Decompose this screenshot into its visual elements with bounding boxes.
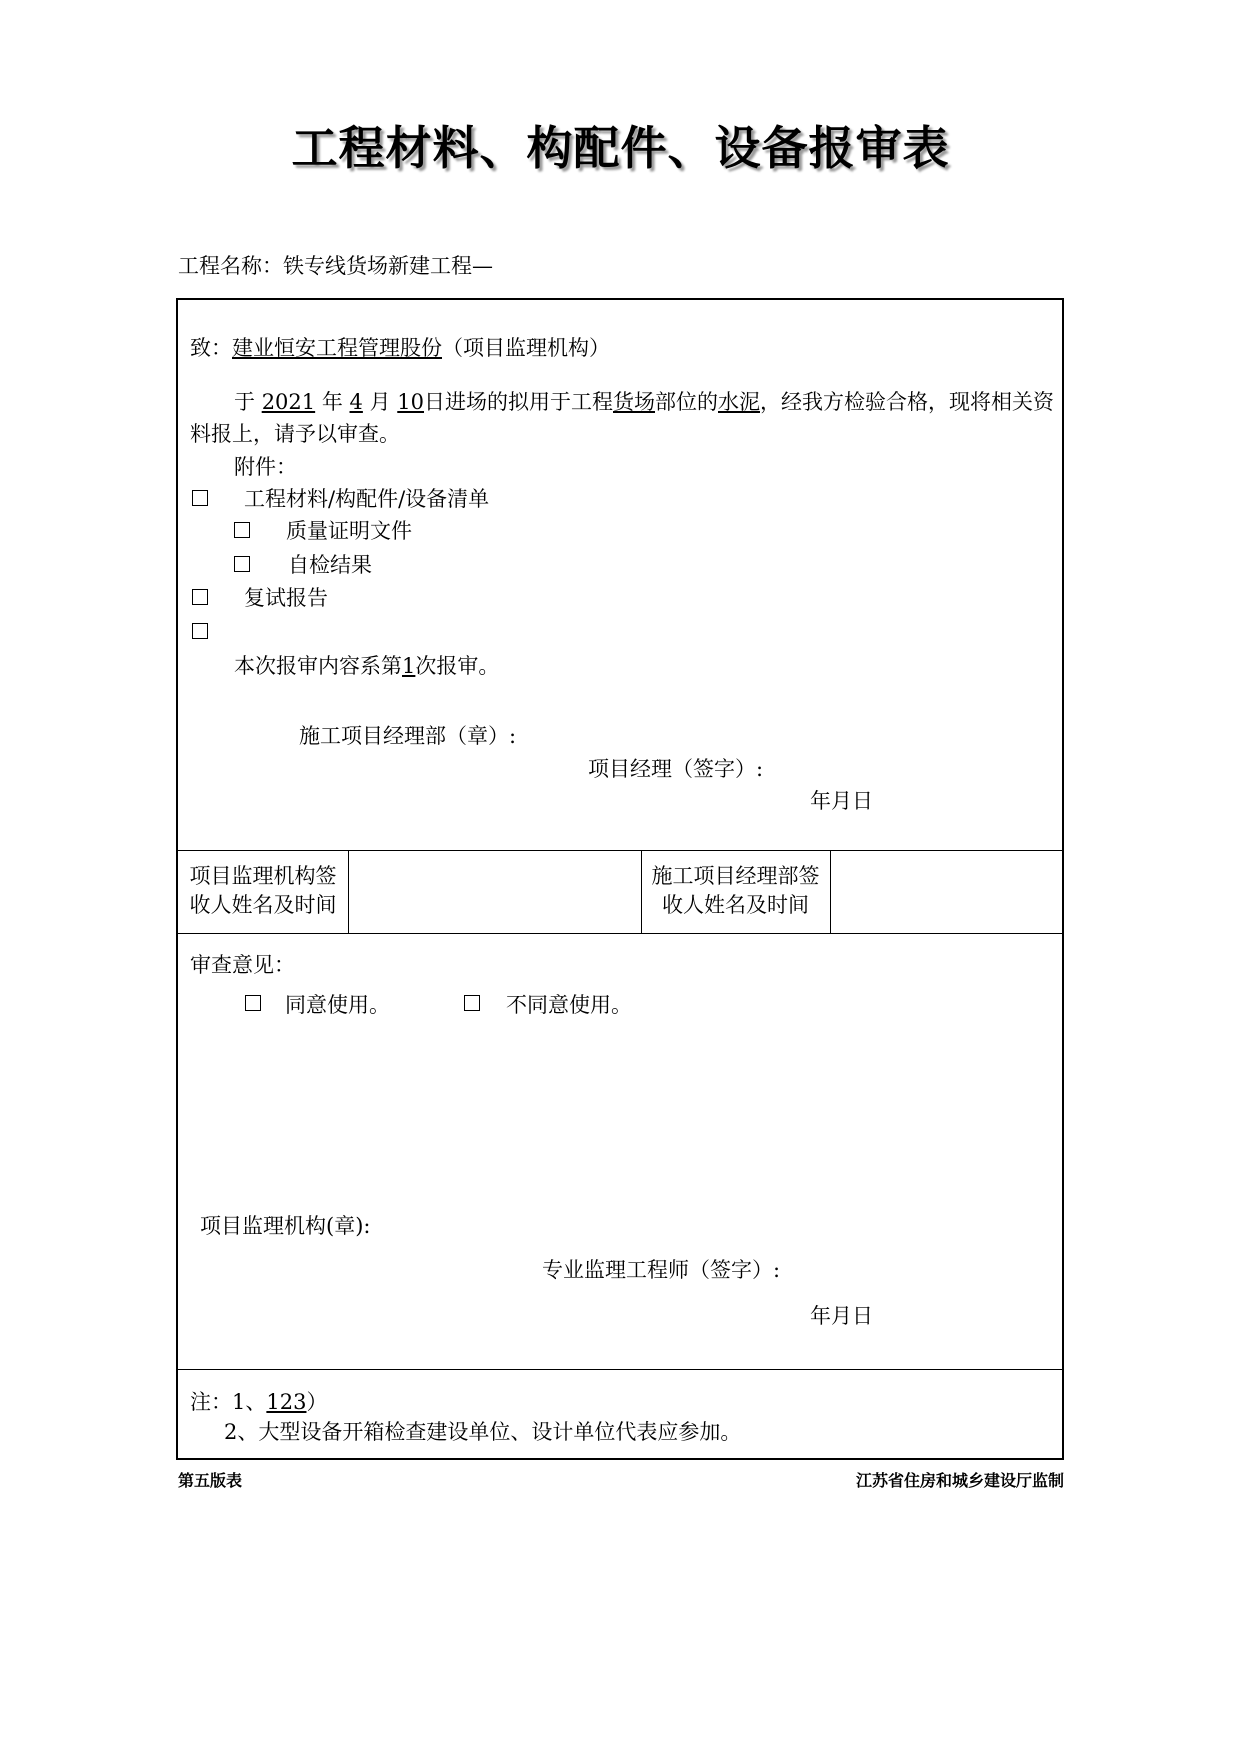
project-name-line <box>178 250 493 280</box>
body-prefix: 于 <box>234 390 255 414</box>
project-name: 铁专线货场新建工程— <box>283 254 493 278</box>
divider <box>830 850 831 933</box>
attachment-5-checkbox[interactable] <box>192 623 208 639</box>
body-text-1: 日进场的拟用于工程 <box>424 390 613 414</box>
note-1-text: 123 <box>266 1390 307 1414</box>
note-1-suffix: ） <box>306 1390 328 1414</box>
supervisor-receipt-label-line-1: 项目监理机构签 <box>189 864 337 888</box>
submission-count-line <box>234 650 499 680</box>
submission-suffix: 次报审。 <box>415 654 500 678</box>
attachment-3-checkbox[interactable] <box>234 556 250 572</box>
contractor-receipt-label-line-1: 施工项目经理部签 <box>651 864 820 888</box>
entry-month: 4 <box>349 390 363 414</box>
contractor-receipt-field[interactable] <box>832 852 1062 932</box>
work-location: 货场 <box>613 390 655 414</box>
submission-count: 1 <box>402 654 416 678</box>
divider <box>178 933 1062 934</box>
project-manager-sign: 项目经理（签字）: <box>588 757 764 781</box>
addressee-line <box>190 332 610 362</box>
disagree-checkbox[interactable] <box>464 995 480 1011</box>
body-line-2: 料报上，请予以审查。 <box>190 422 400 446</box>
engineer-sign: 专业监理工程师（签字）: <box>542 1258 781 1282</box>
note-1 <box>190 1386 327 1416</box>
issuing-authority: 江苏省住房和城乡建设厅监制 <box>855 1471 1064 1490</box>
note-1-prefix: 注：1、 <box>190 1390 267 1414</box>
attachment-3-label: 自检结果 <box>288 553 372 577</box>
submission-prefix: 本次报审内容系第 <box>234 654 402 678</box>
body-text-3: ，经我方检验合格，现将相关资 <box>760 390 1054 414</box>
divider <box>178 1369 1062 1370</box>
form-version: 第五版表 <box>178 1471 243 1490</box>
form-table <box>176 298 1064 1460</box>
material-name: 水泥 <box>718 390 760 414</box>
review-label: 审查意见： <box>190 953 295 977</box>
year-unit: 年 <box>321 390 343 414</box>
month-unit: 月 <box>369 390 391 414</box>
attachment-4-label: 复试报告 <box>244 586 328 610</box>
contractor-receipt-label <box>641 862 830 920</box>
entry-year: 2021 <box>261 390 316 414</box>
attachment-2-label: 质量证明文件 <box>286 519 412 543</box>
supervisor-org-seal: 项目监理机构(章): <box>200 1214 371 1238</box>
attachment-4-checkbox[interactable] <box>192 589 208 605</box>
contractor-sign-date: 年月日 <box>810 789 873 813</box>
supervisor-unit: 建业恒安工程管理股份 <box>232 336 442 360</box>
supervisor-receipt-label <box>178 862 348 920</box>
agree-checkbox[interactable] <box>245 995 261 1011</box>
page-title: 工程材料、构配件、设备报审表 <box>291 121 950 175</box>
to-label: 致： <box>190 336 232 360</box>
attachments-label: 附件： <box>234 455 297 479</box>
supervisor-receipt-label-line-2: 收人姓名及时间 <box>189 893 337 917</box>
contractor-receipt-label-line-2: 收人姓名及时间 <box>662 893 809 917</box>
divider <box>348 850 349 933</box>
body-text-2: 部位的 <box>655 390 718 414</box>
entry-day: 10 <box>397 390 424 414</box>
supervisor-suffix: （项目监理机构） <box>442 336 610 360</box>
divider <box>178 850 1062 851</box>
disagree-label: 不同意使用。 <box>506 993 632 1017</box>
contractor-dept-seal: 施工项目经理部（章）: <box>299 724 517 748</box>
attachment-2-checkbox[interactable] <box>234 522 250 538</box>
supervisor-receipt-field[interactable] <box>350 852 640 932</box>
agree-label: 同意使用。 <box>285 993 390 1017</box>
body-line-1 <box>234 386 1054 416</box>
review-sign-date: 年月日 <box>810 1304 873 1328</box>
attachment-1-label: 工程材料/构配件/设备清单 <box>244 487 490 511</box>
note-2: 2、大型设备开箱检查建设单位、设计单位代表应参加。 <box>224 1420 742 1444</box>
project-label: 工程名称： <box>178 254 283 278</box>
attachment-1-checkbox[interactable] <box>192 490 208 506</box>
